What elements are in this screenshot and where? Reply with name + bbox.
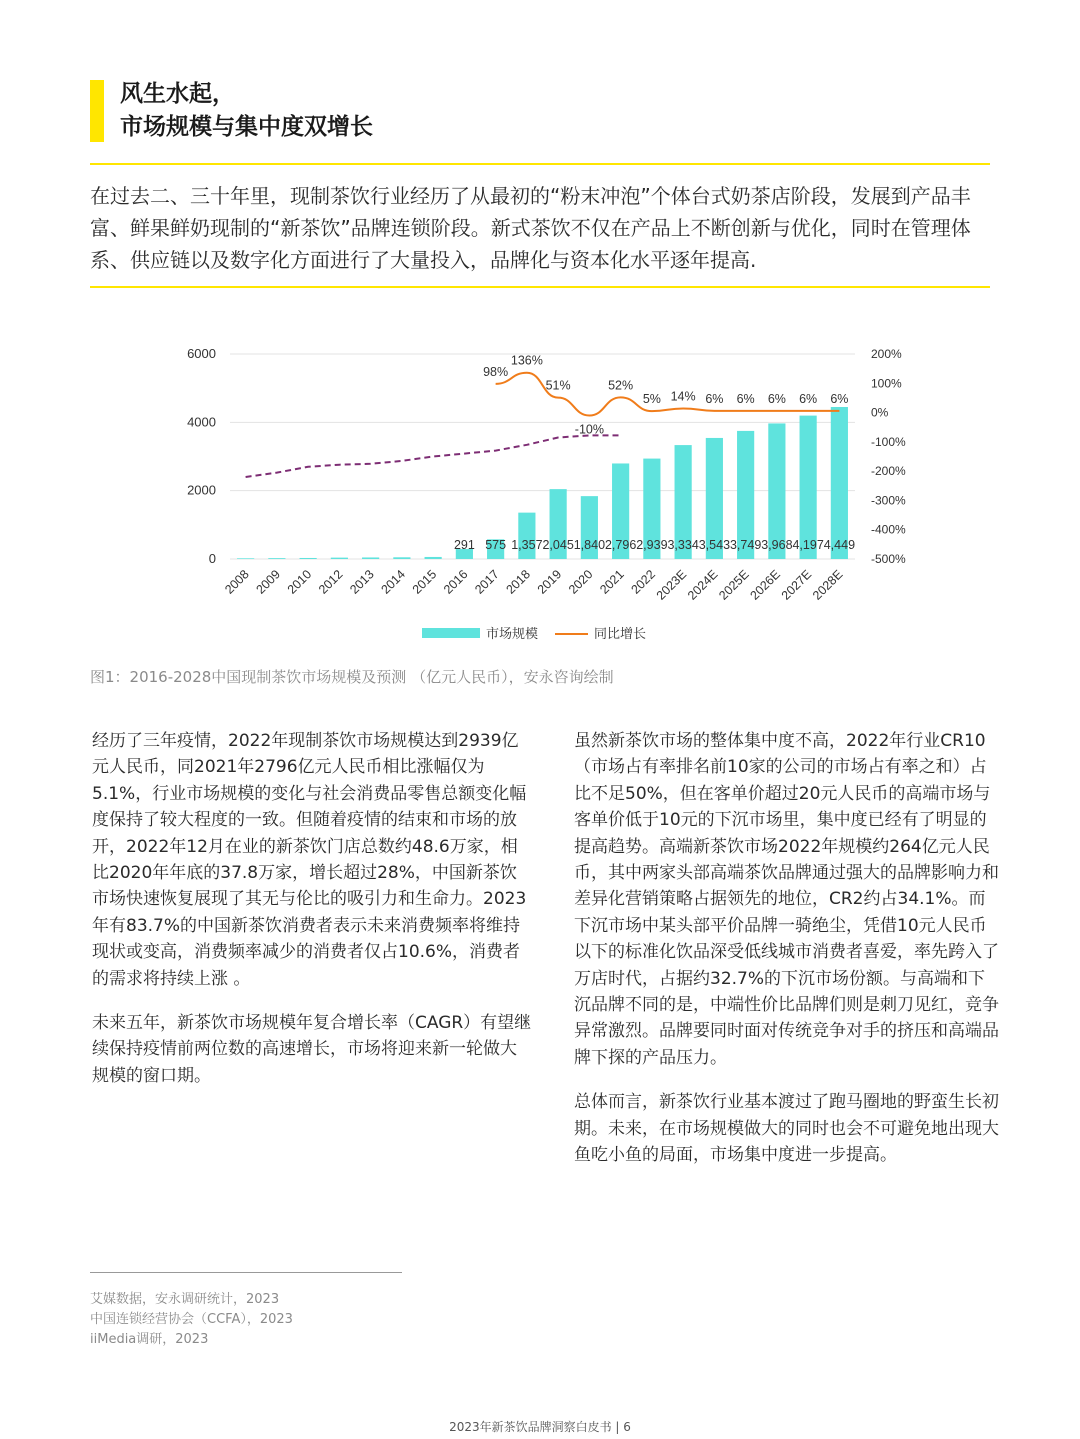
growth-data-label: 14% (670, 389, 696, 404)
growth-data-label: 98% (483, 364, 509, 379)
legend-label-line: 同比增长 (594, 626, 647, 641)
x-tick-label: 2013 (347, 567, 377, 597)
title-text (120, 78, 373, 144)
x-tick-label: 2009 (253, 567, 283, 597)
body-left-column (92, 728, 532, 1107)
bar-data-label: 3,334 (667, 538, 699, 552)
bar-data-label: 291 (453, 538, 475, 552)
x-tick-label: 2024E (685, 567, 721, 603)
x-tick-label: 2010 (284, 567, 315, 597)
bar (300, 558, 317, 559)
bar (331, 558, 348, 559)
page-footer: 2023年新茶饮品牌洞察白皮书 | 6 (449, 1420, 631, 1434)
bar-data-label: 2,045 (542, 538, 574, 552)
x-tick-label: 2019 (534, 567, 565, 597)
body-right-paragraph-2: 总体而言，新茶饮行业基本渡过了跑马圈地的野蛮生长初期。未来，在市场规模做大的同时也会不可避免地出现大鱼吃小鱼的局面，市场集中度进一步提高。 (574, 1092, 999, 1166)
intro-paragraph: 在过去二、三十年里，现制茶饮行业经历了从最初的“粉末冲泡”个体台式奶茶店阶段，发展到产品丰富、鲜果鲜奶现制的“新茶饮”品牌连锁阶段。新式茶饮不仅在产品上不断创新与优化，同时在管理体系、供应链以及数字化方面进行了大量投入，品牌化与资本化水平逐年提高. (90, 184, 971, 272)
bar-data-label: 3,968 (761, 538, 793, 552)
growth-data-label: 6% (767, 391, 786, 406)
title-line-2: 市场规模与集中度双增长 (120, 114, 373, 140)
x-tick-label: 2025E (716, 567, 752, 603)
growth-data-label: 51% (545, 378, 571, 393)
divider-top (90, 163, 990, 165)
growth-data-label: 6% (705, 391, 724, 406)
y-right-tick-label: 0% (871, 405, 889, 420)
bar-data-label: 575 (485, 538, 507, 552)
y-right-tick-label: 200% (871, 347, 902, 361)
growth-data-label: 52% (608, 378, 634, 393)
title-line-1: 风生水起， (120, 81, 235, 107)
bar (393, 557, 410, 559)
bar (425, 557, 442, 559)
growth-data-label: 6% (830, 391, 849, 406)
bar-data-label: 4,449 (823, 538, 856, 552)
bar (518, 513, 535, 559)
dashed-trend-line (246, 435, 621, 477)
growth-data-label: 6% (799, 391, 818, 406)
x-tick-label: 2014 (378, 567, 408, 597)
bar-data-label: 4,197 (792, 538, 824, 552)
bar-data-label: 3,749 (729, 538, 762, 552)
bar-data-label: 3,543 (698, 538, 731, 552)
body-right-column (574, 728, 999, 1187)
title-accent-bar (90, 80, 104, 142)
x-tick-label: 2023E (653, 567, 690, 603)
x-tick-label: 2018 (503, 567, 533, 597)
body-right-paragraph-1: 虽然新茶饮市场的整体集中度不高，2022年行业CR10（市场占有率排名前10家的公司的市场占有率之和）占比不足50%，但在客单价超过20元人民币的高端市场与客单价低于10元的下沉市场里，集中度已经有了明显的提高趋势。高端新茶饮市场2022年规模约264亿元人民币，其中两家头部高端茶饮品牌通过强大的品牌影响力和差异化营销策略占据领先的地位，CR2约占34.1%。而下沉市场中某头部平价品牌一骑绝尘，凭借10元人民币以下的标准化饮品深受低线城市消费者喜爱，率先跨入了万店时代，占据约32.7%的下沉市场份额。与高端和下沉品牌不同的是，中端性价比品牌们则是刺刀见红，竞争异常激烈。品牌要同时面对传统竞争对手的挤压和高端品牌下探的产品压力。 (574, 731, 999, 1068)
y-left-tick-label: 2000 (187, 482, 216, 498)
bar-data-label: 1,840 (573, 538, 606, 552)
divider-bottom (90, 286, 990, 288)
legend-swatch-bars (422, 628, 480, 638)
footnote-2: 中国连锁经营协会（CCFA），2023 (90, 1312, 293, 1327)
market-size-chart (150, 330, 930, 660)
growth-data-label: 136% (510, 353, 543, 368)
y-left-tick-label: 4000 (187, 414, 216, 430)
x-tick-label: 2020 (565, 567, 596, 597)
bar (237, 558, 254, 559)
y-right-tick-label: -300% (871, 493, 906, 508)
footnote-rule (90, 1272, 402, 1273)
x-tick-label: 2015 (409, 567, 440, 597)
footnotes (90, 1290, 293, 1350)
x-tick-label: 2016 (440, 567, 471, 597)
y-right-tick-label: -400% (871, 522, 906, 537)
x-tick-label: 2028E (810, 567, 846, 603)
x-tick-label: 2008 (222, 567, 252, 597)
x-tick-label: 2012 (315, 567, 346, 597)
y-right-tick-label: -200% (871, 464, 906, 479)
x-tick-label: 2021 (597, 567, 627, 597)
growth-data-label: 5% (642, 392, 661, 407)
x-tick-label: 2017 (472, 567, 502, 597)
bar (362, 557, 379, 559)
bar-data-label: 2,796 (604, 538, 637, 552)
y-right-tick-label: -500% (871, 552, 906, 566)
growth-data-label: -10% (574, 422, 604, 437)
bar-data-label: 2,939 (636, 538, 668, 552)
x-tick-label: 2027E (778, 567, 815, 603)
y-left-tick-label: 6000 (187, 346, 216, 361)
bar-data-label: 1,357 (511, 538, 543, 552)
growth-data-label: 6% (736, 391, 755, 406)
chart-caption: 图1：2016-2028中国现制茶饮市场规模及预测 （亿元人民币），安永咨询绘制 (90, 668, 614, 686)
y-right-tick-label: 100% (871, 376, 902, 391)
footnote-3: iiMedia调研，2023 (90, 1332, 209, 1347)
bar (831, 407, 848, 559)
footnote-1: 艾媒数据，安永调研统计，2023 (90, 1292, 280, 1307)
body-left-paragraph-2: 未来五年，新茶饮市场规模年复合增长率（CAGR）有望继续保持疫情前两位数的高速增长，市场将迎来新一轮做大规模的窗口期。 (92, 1013, 532, 1086)
y-left-tick-label: 0 (208, 551, 216, 566)
bar (268, 558, 285, 559)
legend-label-bars: 市场规模 (486, 626, 539, 641)
body-left-paragraph-1: 经历了三年疫情，2022年现制茶饮市场规模达到2939亿元人民币，同2021年2796亿元人民币相比涨幅仅为5.1%，行业市场规模的变化与社会消费品零售总额变化幅度保持了较大程度的一致。但随着疫情的结束和市场的放开，2022年12月在业的新茶饮门店总数约48.6万家，相比2020年年底的37.8万家，增长超过28%，中国新茶饮市场快速恢复展现了其无与伦比的吸引力和生命力。2023年有83.7%的中国新茶饮消费者表示未来消费频率将维持现状或变高，消费频率减少的消费者仅占10.6%，消费者的需求将持续上涨 。 (92, 731, 527, 989)
x-tick-label: 2022 (628, 567, 658, 597)
y-right-tick-label: -100% (871, 434, 906, 449)
x-tick-label: 2026E (747, 567, 783, 603)
